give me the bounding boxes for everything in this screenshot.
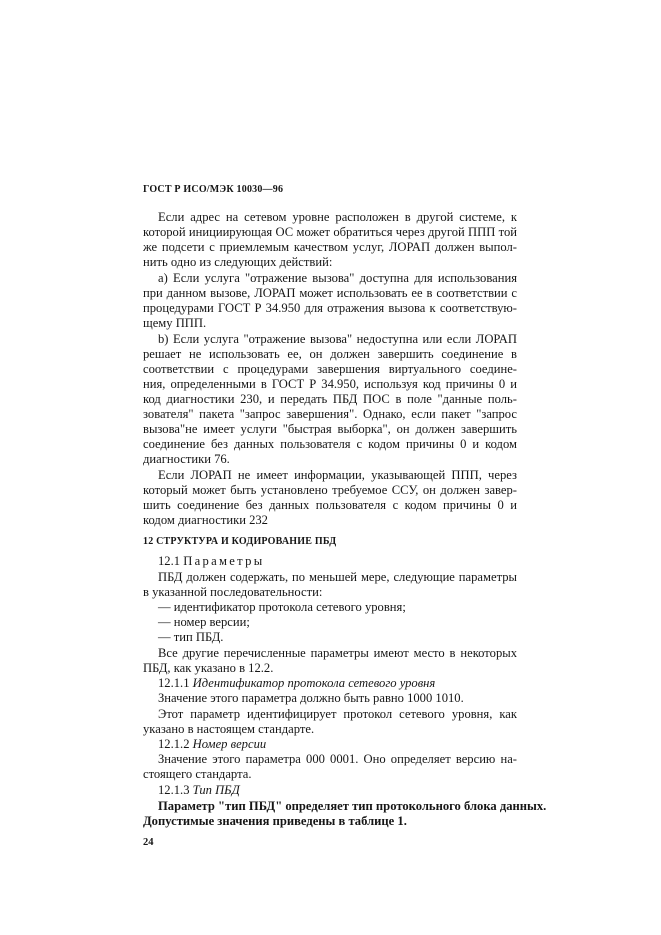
subsection-number: 12.1.3 — [158, 783, 190, 797]
text-line: вызова"не имеет услуги "быстрая выборка", он должен завершить — [143, 422, 517, 436]
bullet-item: — тип ПБД. — [158, 630, 224, 644]
text-line: Все другие перечисленные параметры имеют место в некоторых — [158, 646, 517, 660]
subsection-number: 12.1 — [158, 554, 181, 568]
subsection-12-1-3-heading — [158, 783, 517, 797]
standard-header: ГОСТ Р ИСО/МЭК 10030—96 — [143, 184, 284, 195]
text-line: b) Если услуга "отражение вызова" недоступна или если ЛОРАП — [158, 332, 517, 346]
text-line: соединение без данных пользователя с кодом причины 0 и кодом — [143, 437, 517, 451]
text-line: Параметр "тип ПБД" определяет тип протокольного блока данных. — [158, 799, 547, 813]
text-line: Если адрес на сетевом уровне расположен в другой системе, к — [158, 210, 517, 224]
subsection-number: 12.1.2 — [158, 737, 190, 751]
text-line: ния, определенными в ГОСТ Р 34.950, используя код причины 0 и — [143, 377, 517, 391]
section-heading: 12 СТРУКТУРА И КОДИРОВАНИЕ ПБД — [143, 536, 337, 547]
text-line: в указанной последовательности: — [143, 585, 323, 599]
text-line: код диагностики 230, и передать ПБД ПОС в поле "данные поль- — [143, 392, 517, 406]
text-line: который может быть установлено требуемое ССУ, он должен завер- — [143, 483, 517, 497]
text-line: Если ЛОРАП не имеет информации, указывающей ППП, через — [158, 468, 517, 482]
text-line: процедурами ГОСТ Р 34.950 для отражения вызова к соответствую- — [143, 301, 517, 315]
subsection-number: 12.1.1 — [158, 676, 190, 690]
text-line: нить одно из следующих действий: — [143, 255, 333, 269]
text-line: которой инициирующая ОС может обратиться через другой ППП той — [143, 225, 517, 239]
text-line: стоящего стандарта. — [143, 767, 252, 781]
text-line: же подсети с приемлемым качеством услуг, ЛОРАП должен выпол- — [143, 240, 517, 254]
bullet-item: — номер версии; — [158, 615, 250, 629]
text-line: при данном вызове, ЛОРАП может использовать ее в соответствии с — [143, 286, 517, 300]
bullet-item: — идентификатор протокола сетевого уровня; — [158, 600, 406, 614]
page-number: 24 — [143, 837, 154, 848]
text-line: решает не использовать ее, он должен завершить соединение в — [143, 347, 517, 361]
text-line: Допустимые значения приведены в таблице 1. — [143, 814, 407, 828]
text-line: указано в настоящем стандарте. — [143, 722, 315, 736]
text-line: соответствии с процедурами завершения виртуального соедине- — [143, 362, 517, 376]
subsection-title: Параметры — [183, 554, 265, 568]
subsection-title: Тип ПБД — [192, 783, 240, 797]
subsection-12-1-2-heading — [158, 737, 517, 751]
subsection-12-1-heading — [158, 554, 517, 568]
text-line: а) Если услуга "отражение вызова" доступна для использования — [158, 271, 517, 285]
subsection-12-1-1-heading — [158, 676, 517, 690]
text-line: Значение этого параметра 000 0001. Оно определяет версию на- — [158, 752, 517, 766]
text-line: Этот параметр идентифицирует протокол сетевого уровня, как — [158, 707, 517, 721]
text-line: зователя" пакета "запрос завершения". Однако, если пакет "запрос — [143, 407, 517, 421]
text-line: шить соединение без данных пользователя с кодом причины 0 и — [143, 498, 517, 512]
text-line: кодом диагностики 232 — [143, 513, 268, 527]
subsection-title: Идентификатор протокола сетевого уровня — [192, 676, 436, 690]
text-line: щему ППП. — [143, 316, 207, 330]
text-line: Значение этого параметра должно быть равно 1000 1010. — [158, 691, 464, 705]
subsection-title: Номер версии — [192, 737, 267, 751]
text-line: ПБД, как указано в 12.2. — [143, 661, 274, 675]
text-line: диагностики 76. — [143, 452, 230, 466]
text-line: ПБД должен содержать, по меньшей мере, следующие параметры — [158, 570, 517, 584]
